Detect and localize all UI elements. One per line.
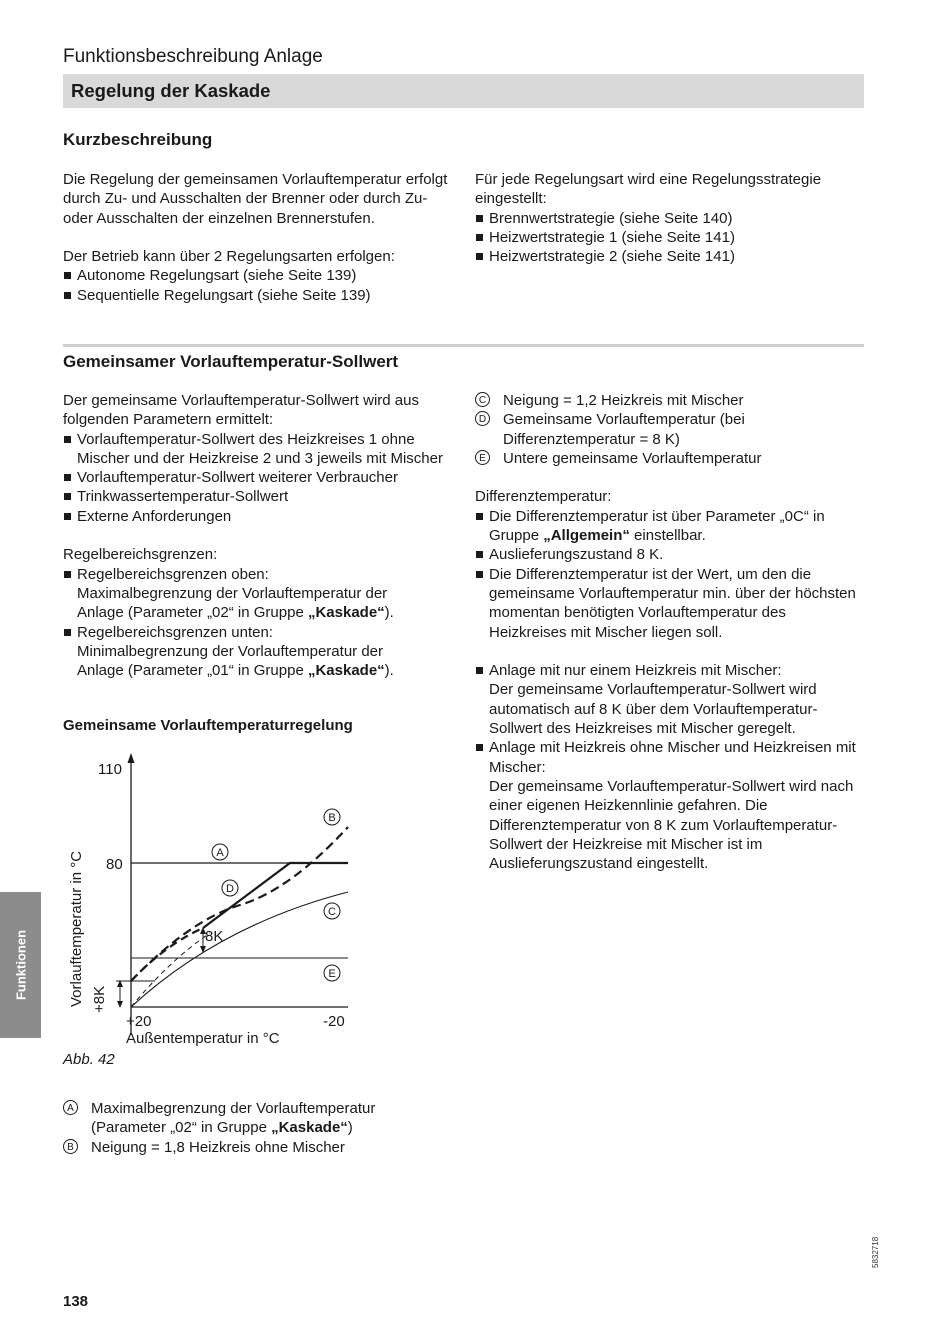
line-D-start	[131, 928, 203, 981]
marker-C	[324, 903, 340, 919]
anlage-list	[475, 661, 867, 873]
legend-marker: A	[63, 1100, 78, 1115]
kurzbeschreibung-heading: Kurzbeschreibung	[63, 130, 213, 149]
y-offset-label: +8K	[91, 985, 108, 1013]
grenzen-label: Regelbereichsgrenzen:	[63, 546, 218, 564]
grenzen-list	[63, 565, 455, 681]
legend-marker: E	[475, 450, 490, 465]
grenzen-oben-item	[63, 565, 455, 623]
legend-item-D: D Gemeinsame Vorlauftemperatur (bei Differenztemperatur = 8 K)	[475, 410, 867, 449]
grenzen-unten-item	[63, 623, 455, 681]
list-item: Vorlauftemperatur-Sollwert weiterer Verbraucher	[63, 468, 455, 487]
legend-marker: B	[63, 1139, 78, 1154]
legend-item-C: C Neigung = 1,2 Heizkreis mit Mischer	[475, 391, 867, 410]
grenzen-oben-param: Anlage (Parameter „02“ in Gruppe „Kaskade“).	[77, 604, 394, 622]
kurz-right-column	[475, 170, 867, 266]
side-tab-label: Funktionen	[12, 929, 28, 1001]
offset-arrow-head-bottom	[117, 1001, 123, 1008]
kurz-left-paragraph-2: Der Betrieb kann über 2 Regelungsarten erfolgen:	[63, 248, 395, 266]
list-item: Heizwertstrategie 1 (siehe Seite 141)	[475, 228, 867, 247]
section-title: Regelung der Kaskade	[71, 80, 271, 101]
list-item: Externe Anforderungen	[63, 507, 455, 526]
svg-text:D: D	[226, 883, 234, 895]
section-title-bar	[63, 74, 864, 108]
legend-item-B: B Neigung = 1,8 Heizkreis ohne Mischer	[63, 1138, 448, 1157]
legend-left	[63, 1099, 448, 1157]
sollwert-heading: Gemeinsamer Vorlauftemperatur-Sollwert	[63, 352, 399, 371]
parameter-list	[63, 430, 455, 526]
regelungsarten-list	[63, 266, 455, 305]
grenzen-unten-line: Minimalbegrenzung der Vorlauftemperatur der	[77, 642, 383, 660]
list-item: Anlage mit nur einem Heizkreis mit Mischer: Der gemeinsame Vorlauftemperatur-Sollwert wird automatisch auf 8 K über dem Vorlauftemperatur-Sollwert des Heizkreises mit Mischer geregelt.	[475, 661, 867, 738]
y-axis-arrow	[128, 753, 135, 763]
grenzen-oben-title: Regelbereichsgrenzen oben:	[77, 565, 269, 583]
diff-list	[475, 507, 867, 642]
page-header-title: Funktionsbeschreibung Anlage	[63, 46, 323, 67]
diff-label: Differenztemperatur:	[475, 488, 612, 506]
svg-text:A: A	[216, 847, 224, 859]
x-axis-label: Außentemperatur in °C	[126, 1030, 280, 1047]
legend-marker: C	[475, 392, 490, 407]
list-item: Anlage mit Heizkreis ohne Mischer und Heizkreisen mit Mischer: Der gemeinsame Vorlauftemperatur-Sollwert wird nach einer eigenen Heizkennlinie gefahren. Die Differenztemperatur von 8 K zum Vorlauftemperatur-Sollwert der Heizkreise mit Mischer ist im Auslieferungszustand eingestellt.	[475, 738, 867, 873]
grenzen-unten-param: Anlage (Parameter „01“ in Gruppe „Kaskade“).	[77, 662, 394, 680]
y-tick-label: 80	[106, 856, 123, 873]
grenzen-unten-title: Regelbereichsgrenzen unten:	[77, 623, 273, 641]
list-item: Sequentielle Regelungsart (siehe Seite 139)	[63, 286, 455, 305]
grenzen-oben-line: Maximalbegrenzung der Vorlauftemperatur der	[77, 584, 388, 602]
legend-item-E: E Untere gemeinsame Vorlauftemperatur	[475, 449, 867, 468]
list-item: Trinkwassertemperatur-Sollwert	[63, 487, 455, 506]
y-tick-label: 110	[98, 761, 122, 778]
list-item: Brennwertstrategie (siehe Seite 140)	[475, 209, 867, 228]
sollwert-right-column	[475, 391, 867, 873]
section-divider	[63, 344, 864, 347]
list-item: Heizwertstrategie 2 (siehe Seite 141)	[475, 247, 867, 266]
kurz-right-paragraph: Für jede Regelungsart wird eine Regelungsstrategie eingestellt:	[475, 171, 822, 208]
legend-marker: D	[475, 411, 490, 426]
svg-text:B: B	[328, 812, 336, 824]
diff-label: 8K	[205, 928, 224, 945]
legend-item-A: A Maximalbegrenzung der Vorlauftemperatur (Parameter „02“ in Gruppe „Kaskade“)	[63, 1099, 448, 1138]
marker-D	[222, 880, 238, 896]
marker-A	[212, 844, 228, 860]
strategie-list	[475, 209, 867, 267]
heizkennlinie-chart	[60, 745, 360, 1050]
list-item: Autonome Regelungsart (siehe Seite 139)	[63, 266, 455, 285]
diff-arrow-head-bottom	[200, 946, 206, 953]
line-D	[203, 863, 348, 928]
figure-caption: Abb. 42	[63, 1051, 115, 1068]
list-item: Die Differenztemperatur ist der Wert, um den die gemeinsame Vorlauftemperatur min. über der höchsten momentan benötigten Vorlauftemperatur des Heizkreises mit Mischer liegen soll.	[475, 565, 867, 642]
list-item: Die Differenztemperatur ist über Parameter „0C“ in Gruppe „Allgemein“ einstellbar.	[475, 507, 867, 546]
marker-B	[324, 809, 340, 825]
figure-title: Gemeinsame Vorlauftemperaturregelung	[63, 717, 353, 734]
side-tab-funktionen	[0, 892, 41, 1038]
sollwert-left-column	[63, 391, 455, 680]
svg-text:E: E	[328, 968, 336, 980]
kurz-left-column	[63, 170, 455, 305]
kurz-left-paragraph-1: Die Regelung der gemeinsamen Vorlauftemperatur erfolgt durch Zu- und Ausschalten der Brenner oder durch Zu- oder Ausschalten der einzelnen Brennerstufen.	[63, 171, 448, 227]
x-tick-label: -20	[323, 1013, 345, 1030]
x-tick-label: +20	[126, 1013, 152, 1030]
svg-text:C: C	[328, 906, 336, 918]
list-item: Vorlauftemperatur-Sollwert des Heizkreises 1 ohne Mischer und der Heizkreise 2 und 3 jeweils mit Mischer	[63, 430, 455, 469]
marker-E	[324, 965, 340, 981]
y-axis-label: Vorlauftemperatur in °C	[68, 850, 85, 1007]
list-item: Auslieferungszustand 8 K.	[475, 545, 867, 564]
document-code: 5832718	[871, 1236, 880, 1268]
page-number: 138	[63, 1293, 89, 1310]
sollwert-intro: Der gemeinsame Vorlauftemperatur-Sollwert wird aus folgenden Parametern ermittelt:	[63, 392, 419, 429]
